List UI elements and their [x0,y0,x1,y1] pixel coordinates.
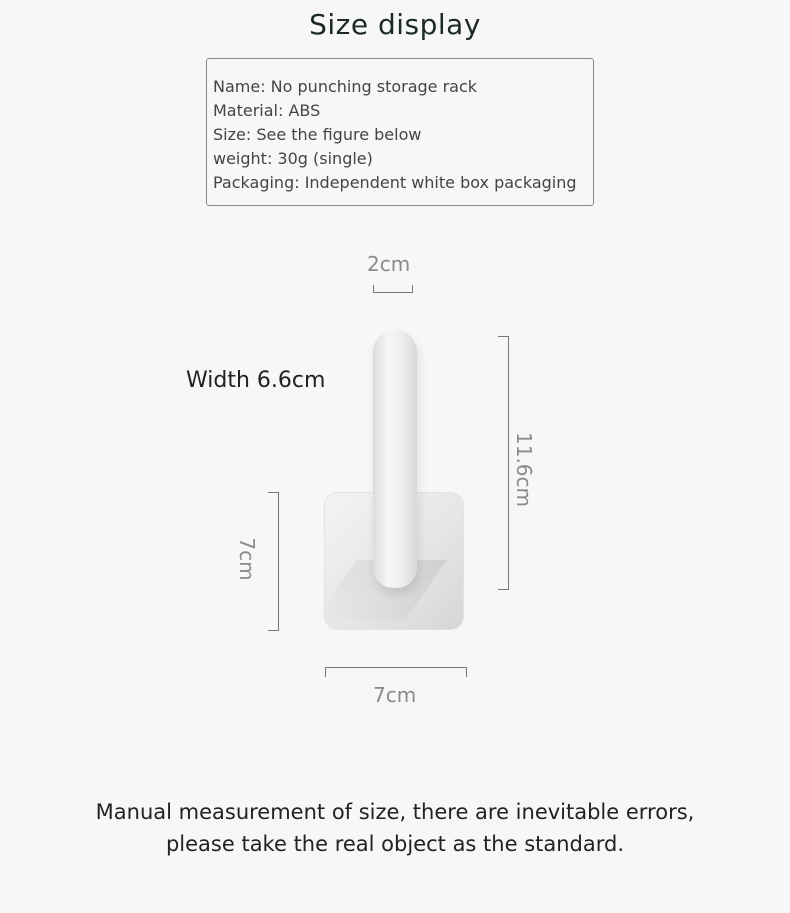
base-width-bracket [325,667,467,677]
width-label: Width 6.6cm [186,368,326,393]
hook-arm-image [373,330,417,588]
base-height-bracket [268,492,279,631]
height-bracket [498,336,509,590]
note-line-1: Manual measurement of size, there are inevitable errors, [95,800,695,824]
top-width-label: 2cm [367,252,411,276]
height-label: 11.6cm [512,432,536,508]
top-width-bracket [373,285,413,293]
page-title: Size display [309,8,481,41]
spec-packaging: Packaging: Independent white box packaging [213,173,577,192]
note-line-2: please take the real object as the standard. [165,832,625,856]
base-height-label: 7cm [235,537,259,581]
spec-weight: weight: 30g (single) [213,149,373,168]
base-width-label: 7cm [373,683,417,707]
measurement-note [0,796,790,860]
spec-material: Material: ABS [213,101,321,120]
spec-size: Size: See the figure below [213,125,422,144]
spec-name: Name: No punching storage rack [213,77,478,96]
spec-box [206,58,594,206]
